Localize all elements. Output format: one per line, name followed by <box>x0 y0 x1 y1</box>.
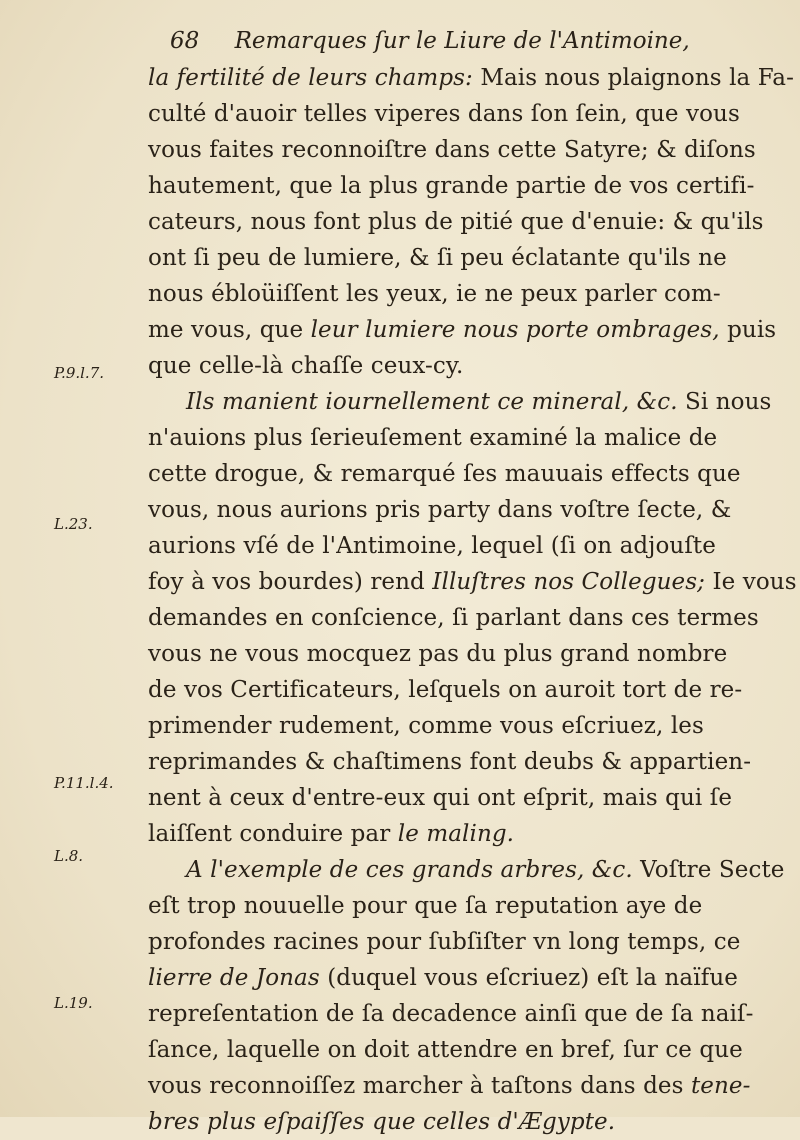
text-segment: nent à ceux d'entre-eux qui ont eſprit, mais qui ſe <box>148 785 733 811</box>
running-title: Remarques ſur le Liure de l'Antimoine, <box>234 28 690 54</box>
text-segment: cette drogue, & remarqué ſes mauuais effects que <box>148 461 741 487</box>
text-segment: ont ſi peu de lumiere, & ſi peu éclatante qu'ils ne <box>148 245 727 271</box>
text-line <box>148 816 778 852</box>
text-segment: n'auions plus ſerieuſement examiné la malice de <box>148 425 718 451</box>
text-segment: Si nous <box>677 389 772 415</box>
text-line <box>148 96 778 132</box>
text-line <box>148 168 778 204</box>
text-segment: demandes en conſcience, ſi parlant dans ces termes <box>148 605 759 631</box>
text-line <box>148 744 778 780</box>
text-line <box>148 600 778 636</box>
text-line <box>148 708 778 744</box>
text-segment: nous ébloüiſſent les yeux, ie ne peux parler com- <box>148 281 721 307</box>
text-line <box>148 240 778 276</box>
text-line <box>148 888 778 924</box>
text-line <box>148 492 778 528</box>
text-line <box>148 312 778 348</box>
italic-segment: leur lumiere nous porte ombrages, <box>310 317 720 343</box>
text-segment: (duquel vous eſcriuez) eſt la naïfue <box>319 965 738 991</box>
text-segment: profondes racines pour ſubſiſter vn long temps, ce <box>148 929 741 955</box>
text-line <box>148 636 778 672</box>
running-header <box>170 28 730 54</box>
text-segment: vous, nous aurions pris party dans voſtre ſecte, & <box>148 497 732 523</box>
text-line <box>148 924 778 960</box>
text-segment: aurions vſé de l'Antimoine, lequel (ſi on adjouſte <box>148 533 716 559</box>
text-segment: primender rudement, comme vous eſcriuez, les <box>148 713 704 739</box>
italic-segment: Illuſtres nos Collegues; <box>432 569 706 595</box>
text-segment: me vous, que <box>148 317 311 343</box>
text-line <box>148 276 778 312</box>
text-segment: reprimandes & chaſtimens font deubs & appartien- <box>148 749 752 775</box>
text-segment: culté d'auoir telles viperes dans ſon ſein, que vous <box>148 101 740 127</box>
body-text <box>148 60 797 1140</box>
text-line <box>148 204 778 240</box>
text-segment: puis <box>719 317 777 343</box>
margin-note: L.8. <box>54 847 84 865</box>
italic-segment: A l'exemple de ces grands arbres, &c. <box>186 857 633 883</box>
margin-note: P.11.l.4. <box>54 774 114 792</box>
italic-segment: la fertilité de leurs champs: <box>148 65 473 91</box>
text-segment: cateurs, nous font plus de pitié que d'enuie: & qu'ils <box>148 209 764 235</box>
text-segment: de vos Certificateurs, leſquels on auroit tort de re- <box>148 677 743 703</box>
italic-segment: le maling. <box>397 821 515 847</box>
text-segment: vous ne vous mocquez pas du plus grand nombre <box>148 641 728 667</box>
text-segment: Voſtre Secte <box>632 857 785 883</box>
text-line <box>148 420 778 456</box>
text-segment: repreſentation de ſa decadence ainſi que de ſa naiſ- <box>148 1001 754 1027</box>
text-segment: vous faites reconnoiſtre dans cette Satyre; & diſons <box>148 137 756 163</box>
italic-segment: lierre de Jonas <box>148 965 320 991</box>
text-line <box>148 852 785 888</box>
italic-segment: Ils manient iournellement ce mineral, &c. <box>186 389 678 415</box>
text-segment: Ie vous <box>705 569 797 595</box>
text-line <box>148 672 778 708</box>
text-segment: Mais nous plaignons la Fa- <box>472 65 794 91</box>
text-line <box>148 996 778 1032</box>
margin-note: L.23. <box>54 515 93 533</box>
text-segment: vous reconnoiſſez marcher à taſtons dans des <box>148 1073 691 1099</box>
text-line <box>148 348 778 384</box>
text-line <box>148 528 778 564</box>
italic-segment: bres plus eſpaiſſes que celles d'Ægypte. <box>148 1109 616 1135</box>
text-segment: laiſſent conduire par <box>148 821 398 847</box>
margin-note: L.19. <box>54 994 93 1012</box>
text-line <box>148 384 778 420</box>
text-line <box>148 780 778 816</box>
text-line <box>148 564 797 600</box>
text-line <box>148 1068 778 1104</box>
italic-segment: tene- <box>690 1073 751 1099</box>
text-line <box>148 456 778 492</box>
margin-note: P.9.l.7. <box>54 364 105 382</box>
text-line <box>148 1032 778 1068</box>
text-line <box>148 132 778 168</box>
text-segment: eſt trop nouuelle pour que ſa reputation aye de <box>148 893 703 919</box>
text-segment: ſance, laquelle on doit attendre en bref, ſur ce que <box>148 1037 743 1063</box>
text-segment: foy à vos bourdes) rend <box>148 569 433 595</box>
text-segment: que celle-là chaſſe ceux-cy. <box>148 353 464 379</box>
text-line <box>148 960 778 996</box>
text-segment: hautement, que la plus grande partie de vos certifi- <box>148 173 755 199</box>
page-number: 68 <box>170 28 200 54</box>
text-line <box>148 1104 778 1140</box>
text-line <box>148 60 794 96</box>
